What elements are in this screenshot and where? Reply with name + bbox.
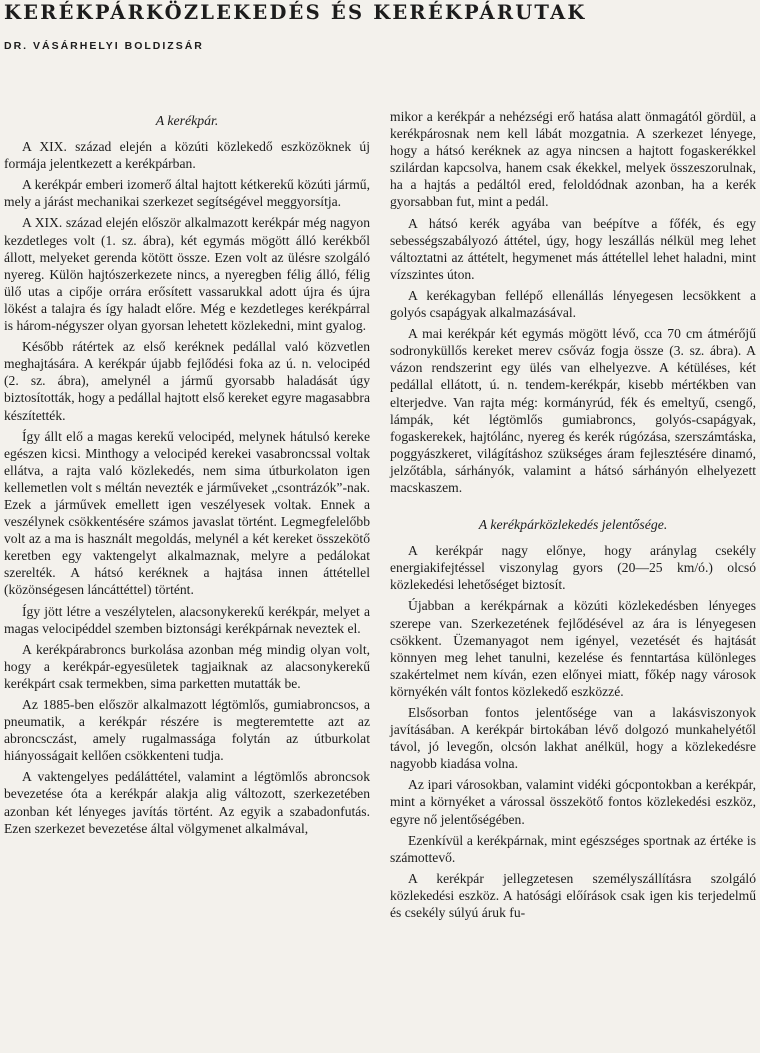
paragraph: Elsősorban fontos jelentősége van a lakásviszonyok javításában. A kerékpár birtokában lévő dolgozó munkahelyétől távol, jó levegőn, olcsón lakhat anélkül, hogy a közlekedésre nagyobb kiadása volna.: [390, 705, 756, 772]
paragraph: A kerékpár emberi izomerő által hajtott kétkerekű közúti jármű, mely a járást mechanikai szerkezet segítségével meggyorsítja.: [4, 177, 370, 210]
section-heading: A kerékpár.: [155, 113, 219, 128]
paragraph: Az 1885-ben először alkalmazott légtömlős, gumiabroncsos, a pneumatik, a kerékpár részére is megteremtette azt az abroncsczást, amely rugalmassága folytán az útburkolat hiányosságait kellően csökkenteni tudja.: [4, 697, 370, 764]
paragraph: A vaktengelyes pedáláttétel, valamint a légtömlős abroncsok bevezetése óta a kerékpár alakja alig változott, szerkezetében azonban két lényeges javítás történt. Az egyik a szabadonfutás. Ezen szerkezet bevezetése által völgymenet alkalmával,: [4, 769, 370, 836]
paragraph: Így állt elő a magas kerekű velocipéd, melynek hátulsó kereke egészen kicsi. Minthogy a velocipéd kerekei vasabroncssal voltak ellátva, a rajta való közlekedés, nem sima útburkolaton igen kellemetlen volt s méltán nevezték e járműveket „csontrázók”-nak. Ezek a járművek emellett igen veszélyesek voltak. Ennek a veszélynek csökkentésére számos javaslat történt. Legmegfelelőbb volt az a ma is használt megoldás, melynél a két kereket összekötő keretben egy vaktengelyt alkalmaznak, melyre a pedálokat szerelték. A hátsó keréknek a hajtása innen áttétellel (közönségesen láncáttéttel) történt.: [4, 428, 370, 598]
paragraph: A XIX. század elején a közúti közlekedő eszközöknek új formája jelentkezett a kerékpárban.: [4, 139, 370, 172]
paragraph: A XIX. század elején először alkalmazott kerékpár még nagyon kezdetleges volt (1. sz. ábra), két egymás mögött álló kerékből állott, melyeket gerenda kötött össze. Ezen volt az ülésre szolgáló nyereg. Külön hajtószerkezete nincs, a nyeregben félig álló, félig ülő utas a cipője orrára erősített vassarukkal adott újra és újra lökést a talajra és így haladt előre. Még e kezdetleges kerékpárral is három-négyszer olyan gyorsan lehetett közlekedni, mint gyalog.: [4, 215, 370, 334]
article-title: KERÉKPÁRKÖZLEKEDÉS ÉS KERÉKPÁRUTAK: [4, 1, 587, 24]
section-heading: A kerékpárközlekedés jelentősége.: [478, 517, 668, 533]
paragraph: mikor a kerékpár a nehézségi erő hatása alatt önmagától gördül, a kerékpárosnak nem kell lábát mozgatnia. A szerkezet lényege, hogy a hátsó keréknek az agya nincsen a hajtott fogaskerékkel szilárdan kapcsolva, hanem csak ékekkel, melyek összeszorulnak, ha a hajtás a pedáltól ered, feloldódnak azonban, ha a kerék gyorsabban fut, mint a pedál.: [390, 109, 756, 210]
paragraph: A mai kerékpár két egymás mögött lévő, cca 70 cm átmérőjű sodronyküllős kereket merev csőváz fogja össze (3. sz. ábra). A vázon rendszerint egy ülés van elhelyezve. A kétüléses, két pedállal ellátott, ú. n. tendem-kerékpár, kisebb mértékben van elterjedve. Van rajta még: kormányrúd, fék és emeltyű, csengő, lámpák, két légtömlős gumiabroncs, golyós-csapágyak, fogaskerekek, hajtólánc, nyereg és kerék rúgózása, szerszámtáska, poggyászkeret, világításhoz szükséges áram fejlesztésére dinamó, jelzőtábla, sárhányók, valamint a hátsó sárhányón elhelyezett macskaszem.: [390, 326, 756, 495]
paragraph: A kerékpár nagy előnye, hogy aránylag csekély energiakifejtéssel viszonylag gyors (20—25 km/ó.) olcsó közlekedési lehetőséget biztosít.: [390, 543, 756, 593]
paragraph: A kerékpár jellegzetesen személyszállításra szolgáló közlekedési eszköz. A hatósági előírások csak igen kis terjedelmű és csekély súlyú áruk fu-: [390, 870, 756, 921]
right-column: [390, 108, 756, 925]
article-author: DR. VÁSÁRHELYI BOLDIZSÁR: [4, 40, 204, 52]
paragraph: A hátsó kerék agyába van beépítve a főfék, és egy sebességszabályozó áttétel, úgy, hogy leszállás nélkül meg lehet változtatni az áttételt, hegymenet más áttétellel lehet haladni, mint vízszintes úton.: [390, 215, 756, 282]
paragraph: Újabban a kerékpárnak a közúti közlekedésben lényeges szerepe van. Szerkezetének fejlődésével az ára is lényegesen csökkent. Üzemanyagot nem igényel, vezetését és hajtását könnyen meg lehet tanulni, kezelése és fenntartása különleges szakértelmet nem kíván, ezen előnyei miatt, főkép nagy városok környékén vált fontos közlekedő eszközzé.: [390, 598, 756, 699]
paragraph: Az ipari városokban, valamint vidéki gócpontokban a kerékpár, mint a környéket a várossal összekötő fontos közlekedési eszköz, egyre nő jelentőségében.: [390, 777, 756, 827]
paragraph: Később rátértek az első keréknek pedállal való közvetlen meghajtására. A kerékpár újabb fejlődési foka az ú. n. velocipéd (2. sz. ábra), amelynél a jármű gyorsabb haladását úgy biztosították, hogy a pedállal hajtott első kereket egyre magasabbra készítették.: [4, 339, 370, 423]
paragraph: A kerékagyban fellépő ellenállás lényegesen lecsökkent a golyós csapágyak alkalmazásával.: [390, 287, 756, 321]
left-column: [4, 112, 370, 841]
paragraph: A kerékpárabroncs burkolása azonban még mindig olyan volt, hogy a kerékpár-egyesületek tagjaiknak az alacsonykerekű kerékpárt csak termekben, sima parketten mutatták be.: [4, 641, 370, 691]
paragraph: Ezenkívül a kerékpárnak, mint egészséges sportnak az értéke is számottevő.: [390, 832, 756, 865]
paragraph: Így jött létre a veszélytelen, alacsonykerekű kerékpár, melyet a magas velocipéddel szemben biztonsági kerékpárnak neveztek el.: [4, 603, 370, 636]
